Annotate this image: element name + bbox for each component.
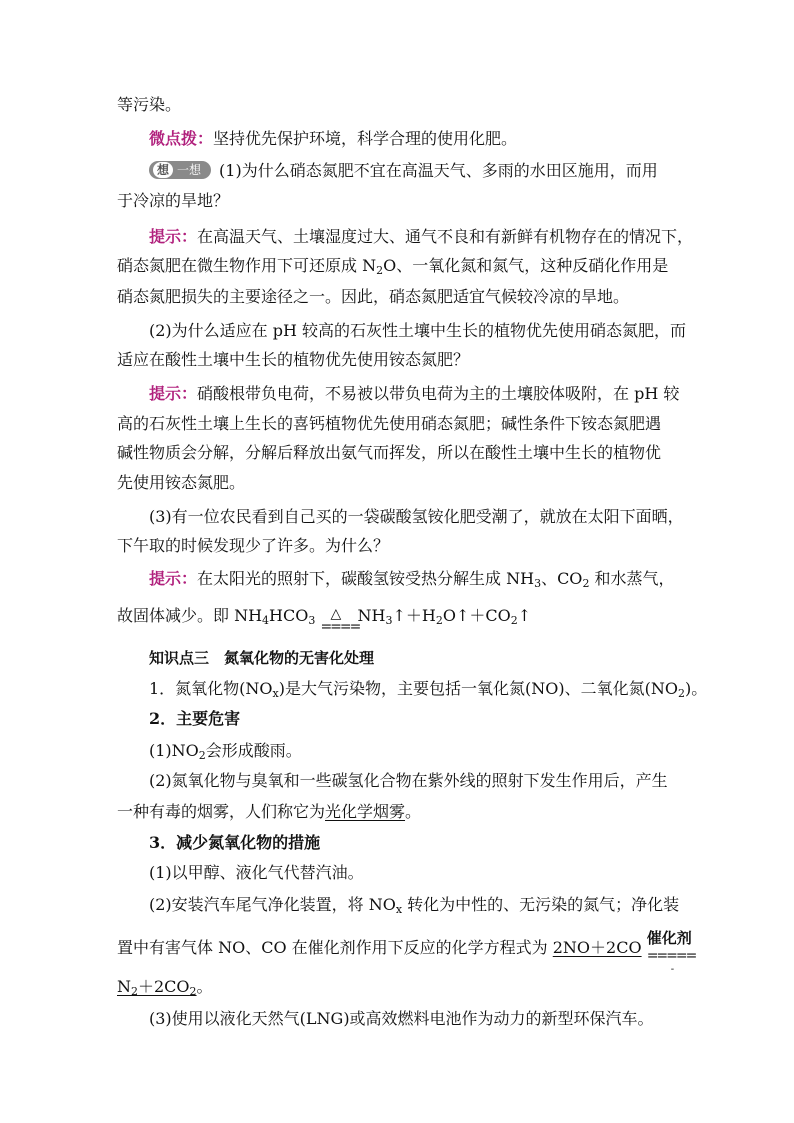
question-3-line: (3)有一位农民看到自己买的一袋碳酸氢铵化肥受潮了，就放在太阳下面晒， — [149, 507, 684, 526]
paragraph-line: 等污染。 — [117, 95, 182, 114]
knowledge-line: (2)氮氧化物与臭氧和一些碳氢化合物在紫外线的照射下发生作用后，产生 — [149, 771, 668, 790]
hint-2-line: 高的石灰性土壤上生长的喜钙植物优先使用硝态氮肥；碱性条件下铵态氮肥遇 — [117, 414, 662, 433]
hint-1-line: 硝态氮肥损失的主要途径之一。因此，硝态氮肥适宜气候较冷凉的旱地。 — [117, 287, 630, 306]
knowledge-line: $(1)NO_2$会形成酸雨。 — [149, 741, 302, 762]
tip-line: 微点拨：坚持优先保护环境，科学合理的使用化肥。 — [149, 129, 518, 148]
knowledge-line: (2)安装汽车尾气净化装置，将 $NO_x$ 转化为中性的、无污染的氮气；净化装 — [149, 895, 680, 916]
catalyst-condition-icon: 催化剂 ===== - — [646, 929, 696, 975]
hint-2-line: 碱性物质会分解，分解后释放出氨气而挥发，所以在酸性土壤中生长的植物优 — [117, 443, 662, 462]
question-2-line: 适应在酸性土壤中生长的植物优先使用铵态氮肥？ — [117, 350, 470, 369]
question-2-line: (2)为什么适应在 pH 较高的石灰性土壤中生长的植物优先使用硝态氮肥，而 — [149, 321, 687, 340]
hint-1-line: 提示：在高温天气、土壤湿度过大、通气不良和有新鲜有机物存在的情况下， — [149, 227, 694, 246]
think-badge-icon: 想 一想 — [149, 161, 211, 179]
section-heading: 知识点三 氮氧化物的无害化处理 — [149, 649, 375, 667]
subheading: 2．主要危害 — [149, 709, 241, 728]
equation-line: $N_2+2CO_2$。 — [117, 977, 213, 998]
hint-2-line: 提示：硝酸根带负电荷，不易被以带负电荷为主的土壤胶体吸附，在 pH 较 — [149, 384, 680, 403]
equation-line: 置中有害气体 NO、CO 在催化剂作用下反应的化学方程式为 2NO＋2CO 催化剂 ===== - — [117, 937, 677, 959]
knowledge-line: (3)使用以液化天然气(LNG)或高效燃料电池作为动力的新型环保汽车。 — [149, 1009, 654, 1028]
hint-1-line: 硝态氮肥在微生物作用下可还原成 $N_2O$、一氧化氮和氮气，这种反硝化作用是 — [117, 256, 669, 277]
hint-2-line: 先使用铵态氮肥。 — [117, 473, 246, 492]
equation-line: 故固体减少。即 $NH_4HCO_3$ △ ==== $NH_3↑+H_2O↑+CO_2↑$ — [117, 606, 532, 635]
question-3-line: 下午取的时候发现少了许多。为什么？ — [117, 536, 390, 555]
hint-3-line: 提示：在太阳光的照射下，碳酸氢铵受热分解生成 $NH_3$、$CO_2$ 和水蒸气， — [149, 569, 675, 590]
heat-condition-icon: △ ==== — [320, 606, 360, 635]
question-1-line: 于冷凉的旱地？ — [117, 191, 230, 210]
question-1-line: 想 一想 (1)为什么硝态氮肥不宜在高温天气、多雨的水田区施用，而用 — [149, 160, 677, 182]
knowledge-line: 一种有毒的烟雾，人们称它为光化学烟雾。 — [117, 802, 422, 821]
subheading: 3．减少氮氧化物的措施 — [149, 833, 321, 852]
knowledge-line: 1．氮氧化物$(NO_x)$是大气污染物，主要包括一氧化氮(NO)、二氧化氮$(NO_2)$。 — [149, 679, 708, 700]
knowledge-line: (1)以甲醇、液化气代替汽油。 — [149, 863, 364, 882]
tip-label: 微点拨： — [149, 129, 214, 148]
